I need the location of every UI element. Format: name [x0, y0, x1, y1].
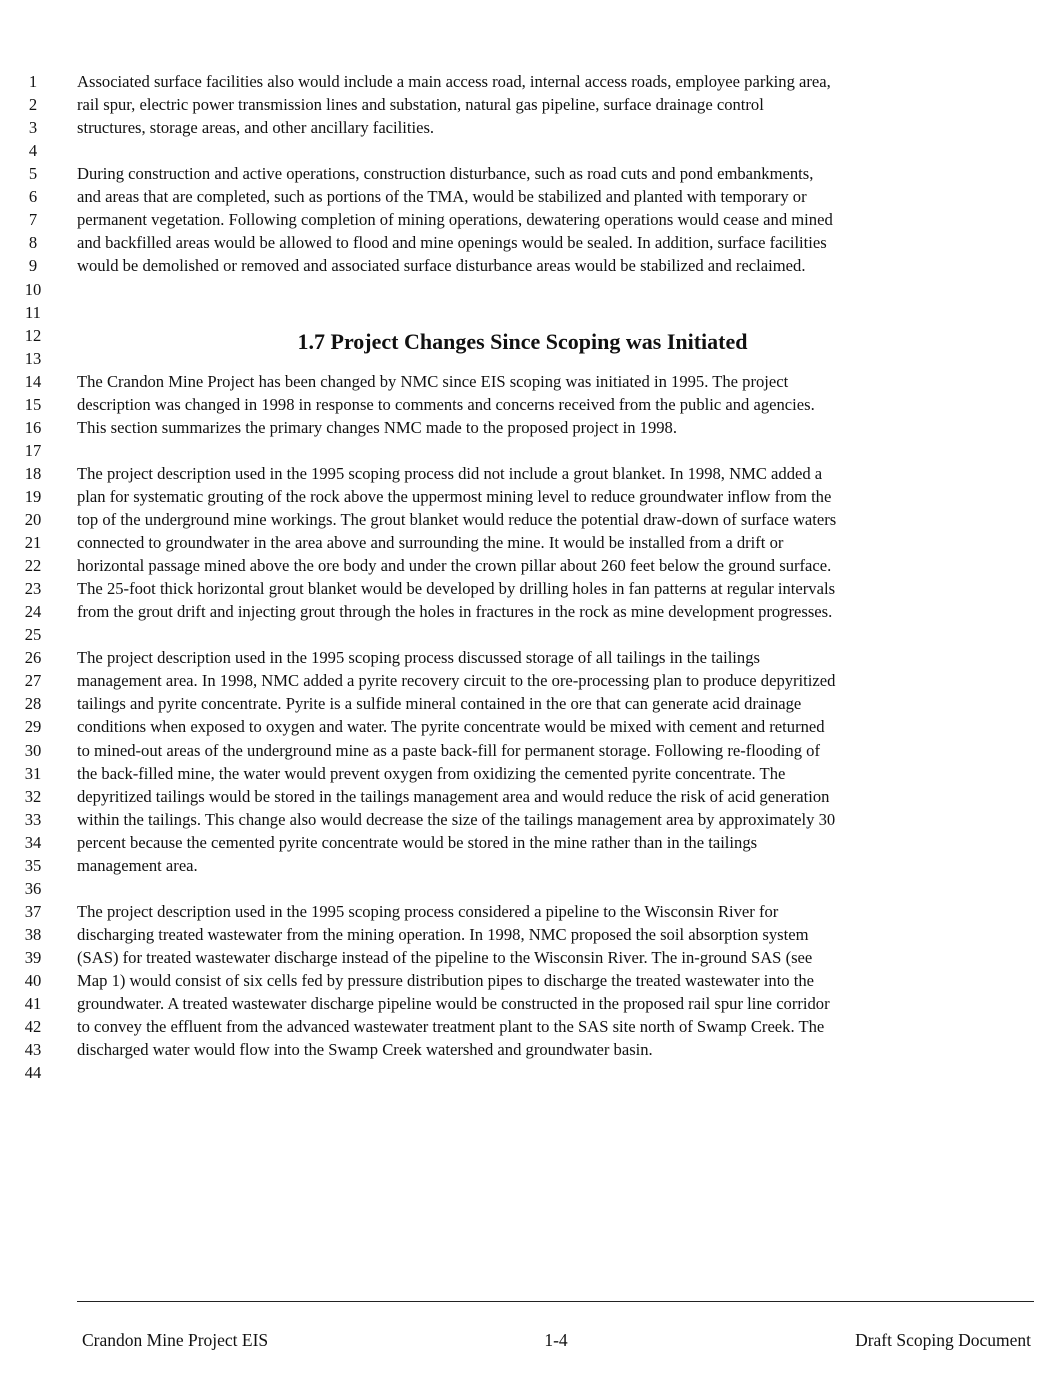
line-text: to convey the effluent from the advanced wastewater treatment plant to the SAS site north of Swamp Creek. The: [77, 1017, 825, 1037]
line-number: 27: [24, 671, 42, 691]
line-number: 6: [28, 187, 38, 207]
line-text: groundwater. A treated wastewater discharge pipeline would be constructed in the proposed rail spur line corridor: [77, 994, 830, 1013]
line-number: 9: [28, 256, 38, 276]
text-line: [0, 900, 1045, 923]
text-line: [0, 739, 1045, 762]
text-line: [0, 485, 1045, 508]
text-line: [0, 370, 1045, 393]
line-number: 33: [24, 809, 42, 829]
line-text: structures, storage areas, and other ancillary facilities.: [77, 118, 435, 138]
text-line: [0, 254, 1045, 277]
line-number: 1: [28, 72, 38, 91]
line-number: 20: [24, 509, 42, 529]
line-text: management area.: [77, 855, 198, 875]
text-line: [0, 416, 1045, 439]
text-line: [0, 1015, 1045, 1038]
line-number: 16: [24, 417, 42, 437]
text-line: [0, 1038, 1045, 1061]
line-number: 11: [25, 302, 41, 322]
text-line: [0, 692, 1045, 715]
line-text: Map 1) would consist of six cells fed by pressure distribution pipes to discharge the treated wastewater into the: [77, 971, 815, 990]
line-text: The Crandon Mine Project has been changed by NMC since EIS scoping was initiated in 1995. The project: [77, 371, 789, 391]
footer-document-title: Crandon Mine Project EIS: [82, 1330, 269, 1350]
line-number: 28: [24, 694, 42, 714]
line-number: 3: [28, 118, 38, 138]
line-number: 14: [24, 371, 42, 391]
line-text: Associated surface facilities also would include a main access road, internal access roads, employee parking area,: [77, 72, 831, 91]
line-text: to mined-out areas of the underground mine as a paste back-fill for permanent storage. Following re-flooding of: [77, 740, 820, 760]
line-number: 26: [24, 648, 42, 668]
text-line: [0, 439, 1045, 462]
line-number: 5: [28, 164, 38, 184]
line-text: percent because the cemented pyrite concentrate would be stored in the mine rather than in the tailings: [77, 832, 758, 852]
line-text: management area. In 1998, NMC added a pyrite recovery circuit to the ore-processing plan to produce depyritized: [77, 671, 836, 691]
line-text: discharged water would flow into the Swamp Creek watershed and groundwater basin.: [77, 1040, 653, 1060]
line-number: 31: [24, 763, 42, 783]
line-number: 7: [28, 210, 38, 230]
line-number: 38: [24, 924, 42, 944]
line-text: conditions when exposed to oxygen and water. The pyrite concentrate would be mixed with cement and returned: [77, 717, 825, 737]
line-text: (SAS) for treated wastewater discharge instead of the pipeline to the Wisconsin River. The in-ground SAS (see: [77, 947, 813, 967]
line-number: 21: [24, 533, 42, 552]
text-line: [0, 669, 1045, 692]
text-line: [0, 623, 1045, 646]
text-line: [0, 93, 1045, 116]
text-line: [0, 508, 1045, 531]
line-text: The project description used in the 1995 scoping process did not include a grout blanket. In 1998, NMC added a: [77, 463, 823, 483]
line-number: 32: [24, 786, 42, 806]
line-number: 17: [24, 440, 42, 460]
line-text: depyritized tailings would be stored in the tailings management area and would reduce the risk of acid generation: [77, 786, 830, 806]
line-number: 19: [24, 486, 42, 506]
text-line: [0, 969, 1045, 992]
line-number: 25: [24, 625, 42, 645]
text-line: [0, 946, 1045, 969]
line-text: from the grout drift and injecting grout through the holes in fractures in the rock as mine development progresses.: [77, 602, 833, 622]
line-text: top of the underground mine workings. The grout blanket would reduce the potential draw-down of surface waters: [77, 509, 837, 529]
text-line: [0, 278, 1045, 301]
text-line: [0, 600, 1045, 623]
line-text: description was changed in 1998 in response to comments and concerns received from the public and agencies.: [77, 394, 815, 414]
line-number: 4: [28, 141, 38, 161]
line-number: 8: [28, 233, 38, 253]
line-number: 23: [24, 579, 42, 599]
line-text: discharging treated wastewater from the mining operation. In 1998, NMC proposed the soil absorption system: [77, 924, 809, 944]
line-text: horizontal passage mined above the ore body and under the crown pillar about 260 feet below the ground surface.: [77, 556, 832, 575]
line-text: and areas that are completed, such as portions of the TMA, would be stabilized and planted with temporary or: [77, 187, 807, 207]
line-text: and backfilled areas would be allowed to flood and mine openings would be sealed. In addition, surface facilities: [77, 233, 827, 253]
line-number: 10: [24, 279, 42, 299]
text-line: [0, 301, 1045, 324]
line-text: connected to groundwater in the area above and surrounding the mine. It would be installed from a drift or: [77, 533, 784, 552]
text-line: [0, 762, 1045, 785]
text-line: [0, 208, 1045, 231]
line-number: 42: [24, 1017, 42, 1037]
line-number: 30: [24, 740, 42, 760]
text-line: [0, 393, 1045, 416]
line-text: The 25-foot thick horizontal grout blanket would be developed by drilling holes in fan patterns at regular intervals: [77, 579, 836, 599]
text-line: [0, 646, 1045, 669]
footer-document-type: Draft Scoping Document: [855, 1330, 1031, 1350]
line-number: 12: [24, 325, 42, 345]
line-text: the back-filled mine, the water would prevent oxygen from oxidizing the cemented pyrite concentrate. The: [77, 763, 786, 783]
line-number: 24: [24, 602, 42, 622]
text-line: [0, 139, 1045, 162]
text-line: [0, 992, 1045, 1015]
text-line: [0, 577, 1045, 600]
footer-divider: [77, 1301, 1034, 1302]
line-text: would be demolished or removed and associated surface disturbance areas would be stabilized and reclaimed.: [77, 256, 806, 276]
line-text: plan for systematic grouting of the rock above the uppermost mining level to reduce groundwater inflow from the: [77, 486, 832, 506]
text-line: [0, 462, 1045, 485]
line-text: The project description used in the 1995 scoping process considered a pipeline to the Wisconsin River for: [77, 901, 779, 921]
text-line: [0, 831, 1045, 854]
line-text: tailings and pyrite concentrate. Pyrite is a sulfide mineral contained in the ore that can generate acid drainage: [77, 694, 802, 714]
text-line: [0, 854, 1045, 877]
text-line: [0, 70, 1045, 93]
line-text: permanent vegetation. Following completion of mining operations, dewatering operations would cease and mined: [77, 210, 833, 230]
line-number: 43: [24, 1040, 42, 1060]
text-line: [0, 116, 1045, 139]
line-text: rail spur, electric power transmission lines and substation, natural gas pipeline, surface drainage control: [77, 95, 764, 114]
line-text: within the tailings. This change also would decrease the size of the tailings management area by approximately 30: [77, 809, 836, 829]
line-number: 2: [28, 95, 38, 114]
line-number: 34: [24, 832, 42, 852]
text-line: [0, 715, 1045, 738]
text-line: [0, 162, 1045, 185]
line-number: 36: [24, 878, 42, 898]
line-number: 37: [24, 901, 42, 921]
text-line: [0, 785, 1045, 808]
line-number: 44: [24, 1063, 42, 1083]
text-line: [0, 1061, 1045, 1084]
text-line: [0, 531, 1045, 554]
text-line: [0, 554, 1045, 577]
text-line: [0, 185, 1045, 208]
text-line: [0, 923, 1045, 946]
text-line: [0, 231, 1045, 254]
line-text: This section summarizes the primary changes NMC made to the proposed project in 1998.: [77, 417, 678, 437]
line-number: 29: [24, 717, 42, 737]
line-text: The project description used in the 1995 scoping process discussed storage of all tailings in the tailings: [77, 648, 760, 668]
section-title: Project Changes Since Scoping was Initiated: [330, 329, 748, 354]
line-text: During construction and active operations, construction disturbance, such as road cuts and pond embankments,: [77, 164, 814, 184]
line-number: 35: [24, 855, 42, 875]
line-number: 40: [24, 971, 42, 990]
text-line: [0, 808, 1045, 831]
line-number: 15: [24, 394, 42, 414]
section-number: 1.7: [297, 329, 325, 354]
section-heading: [0, 328, 1045, 356]
line-number: 18: [24, 463, 42, 483]
line-number: 39: [24, 947, 42, 967]
line-number: 13: [24, 348, 42, 368]
footer-page-number: 1-4: [544, 1330, 568, 1350]
line-number: 22: [24, 556, 42, 575]
text-line: [0, 877, 1045, 900]
line-number: 41: [24, 994, 42, 1013]
